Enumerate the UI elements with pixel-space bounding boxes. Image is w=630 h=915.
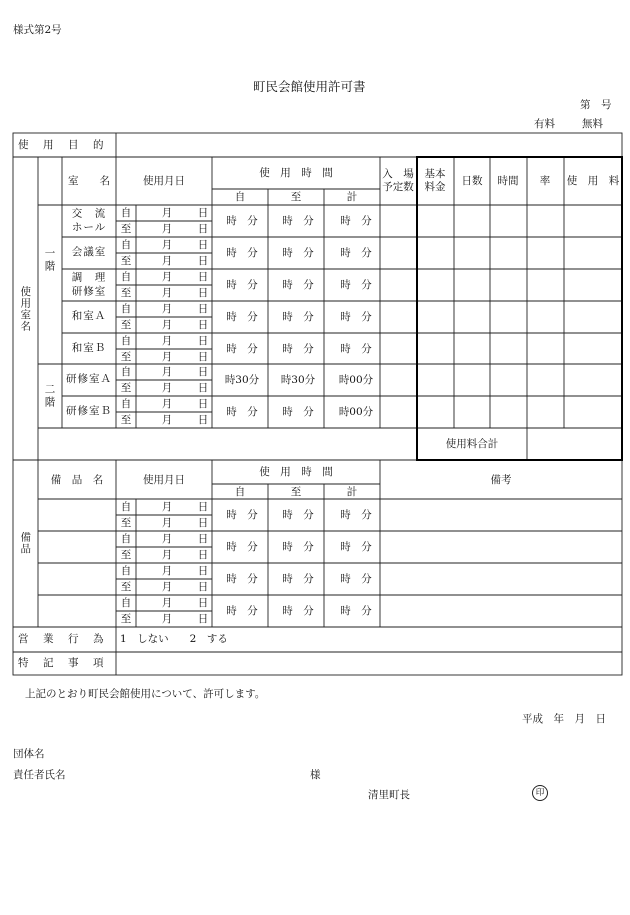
room-name: 会議室 [71,246,107,259]
date-to-mark: 至 [120,286,132,299]
month-label: 月 [161,612,173,625]
month-label: 月 [161,596,173,609]
day-label: 日 [197,318,209,331]
col-base-fee: 基本 料金 [424,167,446,193]
time-to-field: 時 分 [282,278,314,291]
time-total-field: 時 分 [340,508,372,521]
room-name: 和室Ｂ [71,342,107,355]
date-to-mark: 至 [120,580,132,593]
col-equipment-from: 自 [234,485,246,498]
time-total-field: 時 分 [340,310,372,323]
col-expected-attendees: 入 場 予定数 [382,167,414,193]
time-to-field: 時 分 [282,604,314,617]
rooms-section-label: 使用室名 [19,286,32,332]
floor2-label: 二 階 [44,383,56,408]
month-label: 月 [161,365,173,378]
month-label: 月 [161,286,173,299]
time-total-field: 時00分 [338,405,374,418]
date-to-mark: 至 [120,350,132,363]
date-to-mark: 至 [120,516,132,529]
room-name: 研修室Ａ [66,373,112,386]
seal-mark: 印 [532,785,548,801]
business-activity-label: 営 業 行 為 [18,632,106,645]
day-label: 日 [197,548,209,561]
day-label: 日 [197,302,209,315]
free-label: 無料 [582,118,603,130]
col-rate: 率 [539,174,551,187]
day-label: 日 [197,413,209,426]
document-title: 町民会館使用許可書 [253,79,366,94]
date-to-mark: 至 [120,318,132,331]
time-from-field: 時 分 [226,278,258,291]
group-name-label: 団体名 [13,748,45,760]
room-name: 和室Ａ [71,310,107,323]
month-label: 月 [161,206,173,219]
month-label: 月 [161,350,173,363]
time-from-field: 時 分 [226,246,258,259]
issue-date: 平成 年 月 日 [522,713,606,725]
room-name: 研修室Ｂ [66,405,112,418]
paid-label: 有料 [534,118,555,130]
room-name: 交 流 ホール [71,207,107,233]
time-to-field: 時 分 [282,246,314,259]
month-label: 月 [161,500,173,513]
time-total-field: 時00分 [338,373,374,386]
date-to-mark: 至 [120,222,132,235]
day-label: 日 [197,334,209,347]
month-label: 月 [161,318,173,331]
day-label: 日 [197,397,209,410]
floor1-label: 一 階 [44,247,56,272]
date-from-mark: 自 [120,334,132,347]
day-label: 日 [197,516,209,529]
time-total-field: 時 分 [340,604,372,617]
time-total-field: 時 分 [340,246,372,259]
day-label: 日 [197,612,209,625]
day-label: 日 [197,500,209,513]
total-fee-label: 使用料合計 [445,437,499,450]
col-equipment-total: 計 [346,485,358,498]
time-total-field: 時 分 [340,572,372,585]
month-label: 月 [161,270,173,283]
day-label: 日 [197,596,209,609]
time-to-field: 時 分 [282,405,314,418]
day-label: 日 [197,222,209,235]
time-from-field: 時 分 [226,405,258,418]
time-from-field: 時 分 [226,604,258,617]
col-room-name: 室 名 [68,174,110,187]
time-to-field: 時 分 [282,508,314,521]
day-label: 日 [197,286,209,299]
time-total-field: 時 分 [340,278,372,291]
date-from-mark: 自 [120,596,132,609]
month-label: 月 [161,532,173,545]
date-to-mark: 至 [120,612,132,625]
date-from-mark: 自 [120,270,132,283]
time-from-field: 時 分 [226,508,258,521]
day-label: 日 [197,238,209,251]
room-name: 調 理 研修室 [71,271,107,297]
col-time-from: 自 [234,190,246,203]
day-label: 日 [197,270,209,283]
col-fee: 使 用 料 [566,174,620,187]
col-use-time: 使 用 時 間 [259,166,333,179]
time-from-field: 時 分 [226,540,258,553]
month-label: 月 [161,580,173,593]
date-to-mark: 至 [120,381,132,394]
time-from-field: 時 分 [226,342,258,355]
issuer-name: 清里町長 [368,789,410,801]
time-to-field: 時 分 [282,572,314,585]
month-label: 月 [161,381,173,394]
time-total-field: 時 分 [340,342,372,355]
date-from-mark: 自 [120,365,132,378]
time-total-field: 時 分 [340,540,372,553]
col-time-to: 至 [290,190,302,203]
col-time-total: 計 [346,190,358,203]
date-from-mark: 自 [120,500,132,513]
month-label: 月 [161,222,173,235]
time-from-field: 時 分 [226,572,258,585]
month-label: 月 [161,238,173,251]
permission-statement: 上記のとおり町民会館使用について、許可します。 [25,688,266,700]
date-to-mark: 至 [120,254,132,267]
day-label: 日 [197,350,209,363]
time-from-field: 時30分 [224,373,260,386]
time-to-field: 時 分 [282,214,314,227]
time-total-field: 時 分 [340,214,372,227]
col-notes: 備考 [490,473,512,486]
day-label: 日 [197,532,209,545]
form-number: 様式第2号 [13,24,62,36]
date-from-mark: 自 [120,206,132,219]
month-label: 月 [161,302,173,315]
honorific: 様 [310,769,321,781]
date-from-mark: 自 [120,564,132,577]
time-from-field: 時 分 [226,214,258,227]
month-label: 月 [161,397,173,410]
equipment-section-label: 備品 [19,531,32,555]
col-equipment-name: 備 品 名 [50,473,104,486]
date-from-mark: 自 [120,302,132,315]
day-label: 日 [197,365,209,378]
date-from-mark: 自 [120,238,132,251]
business-activity-options[interactable]: 1 しない 2 する [120,632,228,645]
day-label: 日 [197,580,209,593]
representative-label: 責任者氏名 [13,769,66,781]
month-label: 月 [161,254,173,267]
col-use-date: 使用月日 [143,174,185,187]
purpose-label: 使 用 目 的 [18,138,106,151]
time-from-field: 時 分 [226,310,258,323]
col-equipment-to: 至 [290,485,302,498]
time-to-field: 時 分 [282,310,314,323]
day-label: 日 [197,254,209,267]
day-label: 日 [197,564,209,577]
time-to-field: 時 分 [282,342,314,355]
date-from-mark: 自 [120,532,132,545]
date-from-mark: 自 [120,397,132,410]
month-label: 月 [161,516,173,529]
day-label: 日 [197,381,209,394]
col-equipment-date: 使用月日 [143,473,185,486]
time-to-field: 時30分 [280,373,316,386]
date-to-mark: 至 [120,548,132,561]
month-label: 月 [161,564,173,577]
month-label: 月 [161,548,173,561]
col-equipment-time: 使 用 時 間 [259,465,333,478]
month-label: 月 [161,413,173,426]
permit-number-label: 第 号 [580,99,612,111]
day-label: 日 [197,206,209,219]
time-to-field: 時 分 [282,540,314,553]
special-notes-label: 特 記 事 項 [18,656,106,669]
col-days: 日数 [461,174,483,187]
date-to-mark: 至 [120,413,132,426]
month-label: 月 [161,334,173,347]
col-hours: 時間 [497,174,519,187]
